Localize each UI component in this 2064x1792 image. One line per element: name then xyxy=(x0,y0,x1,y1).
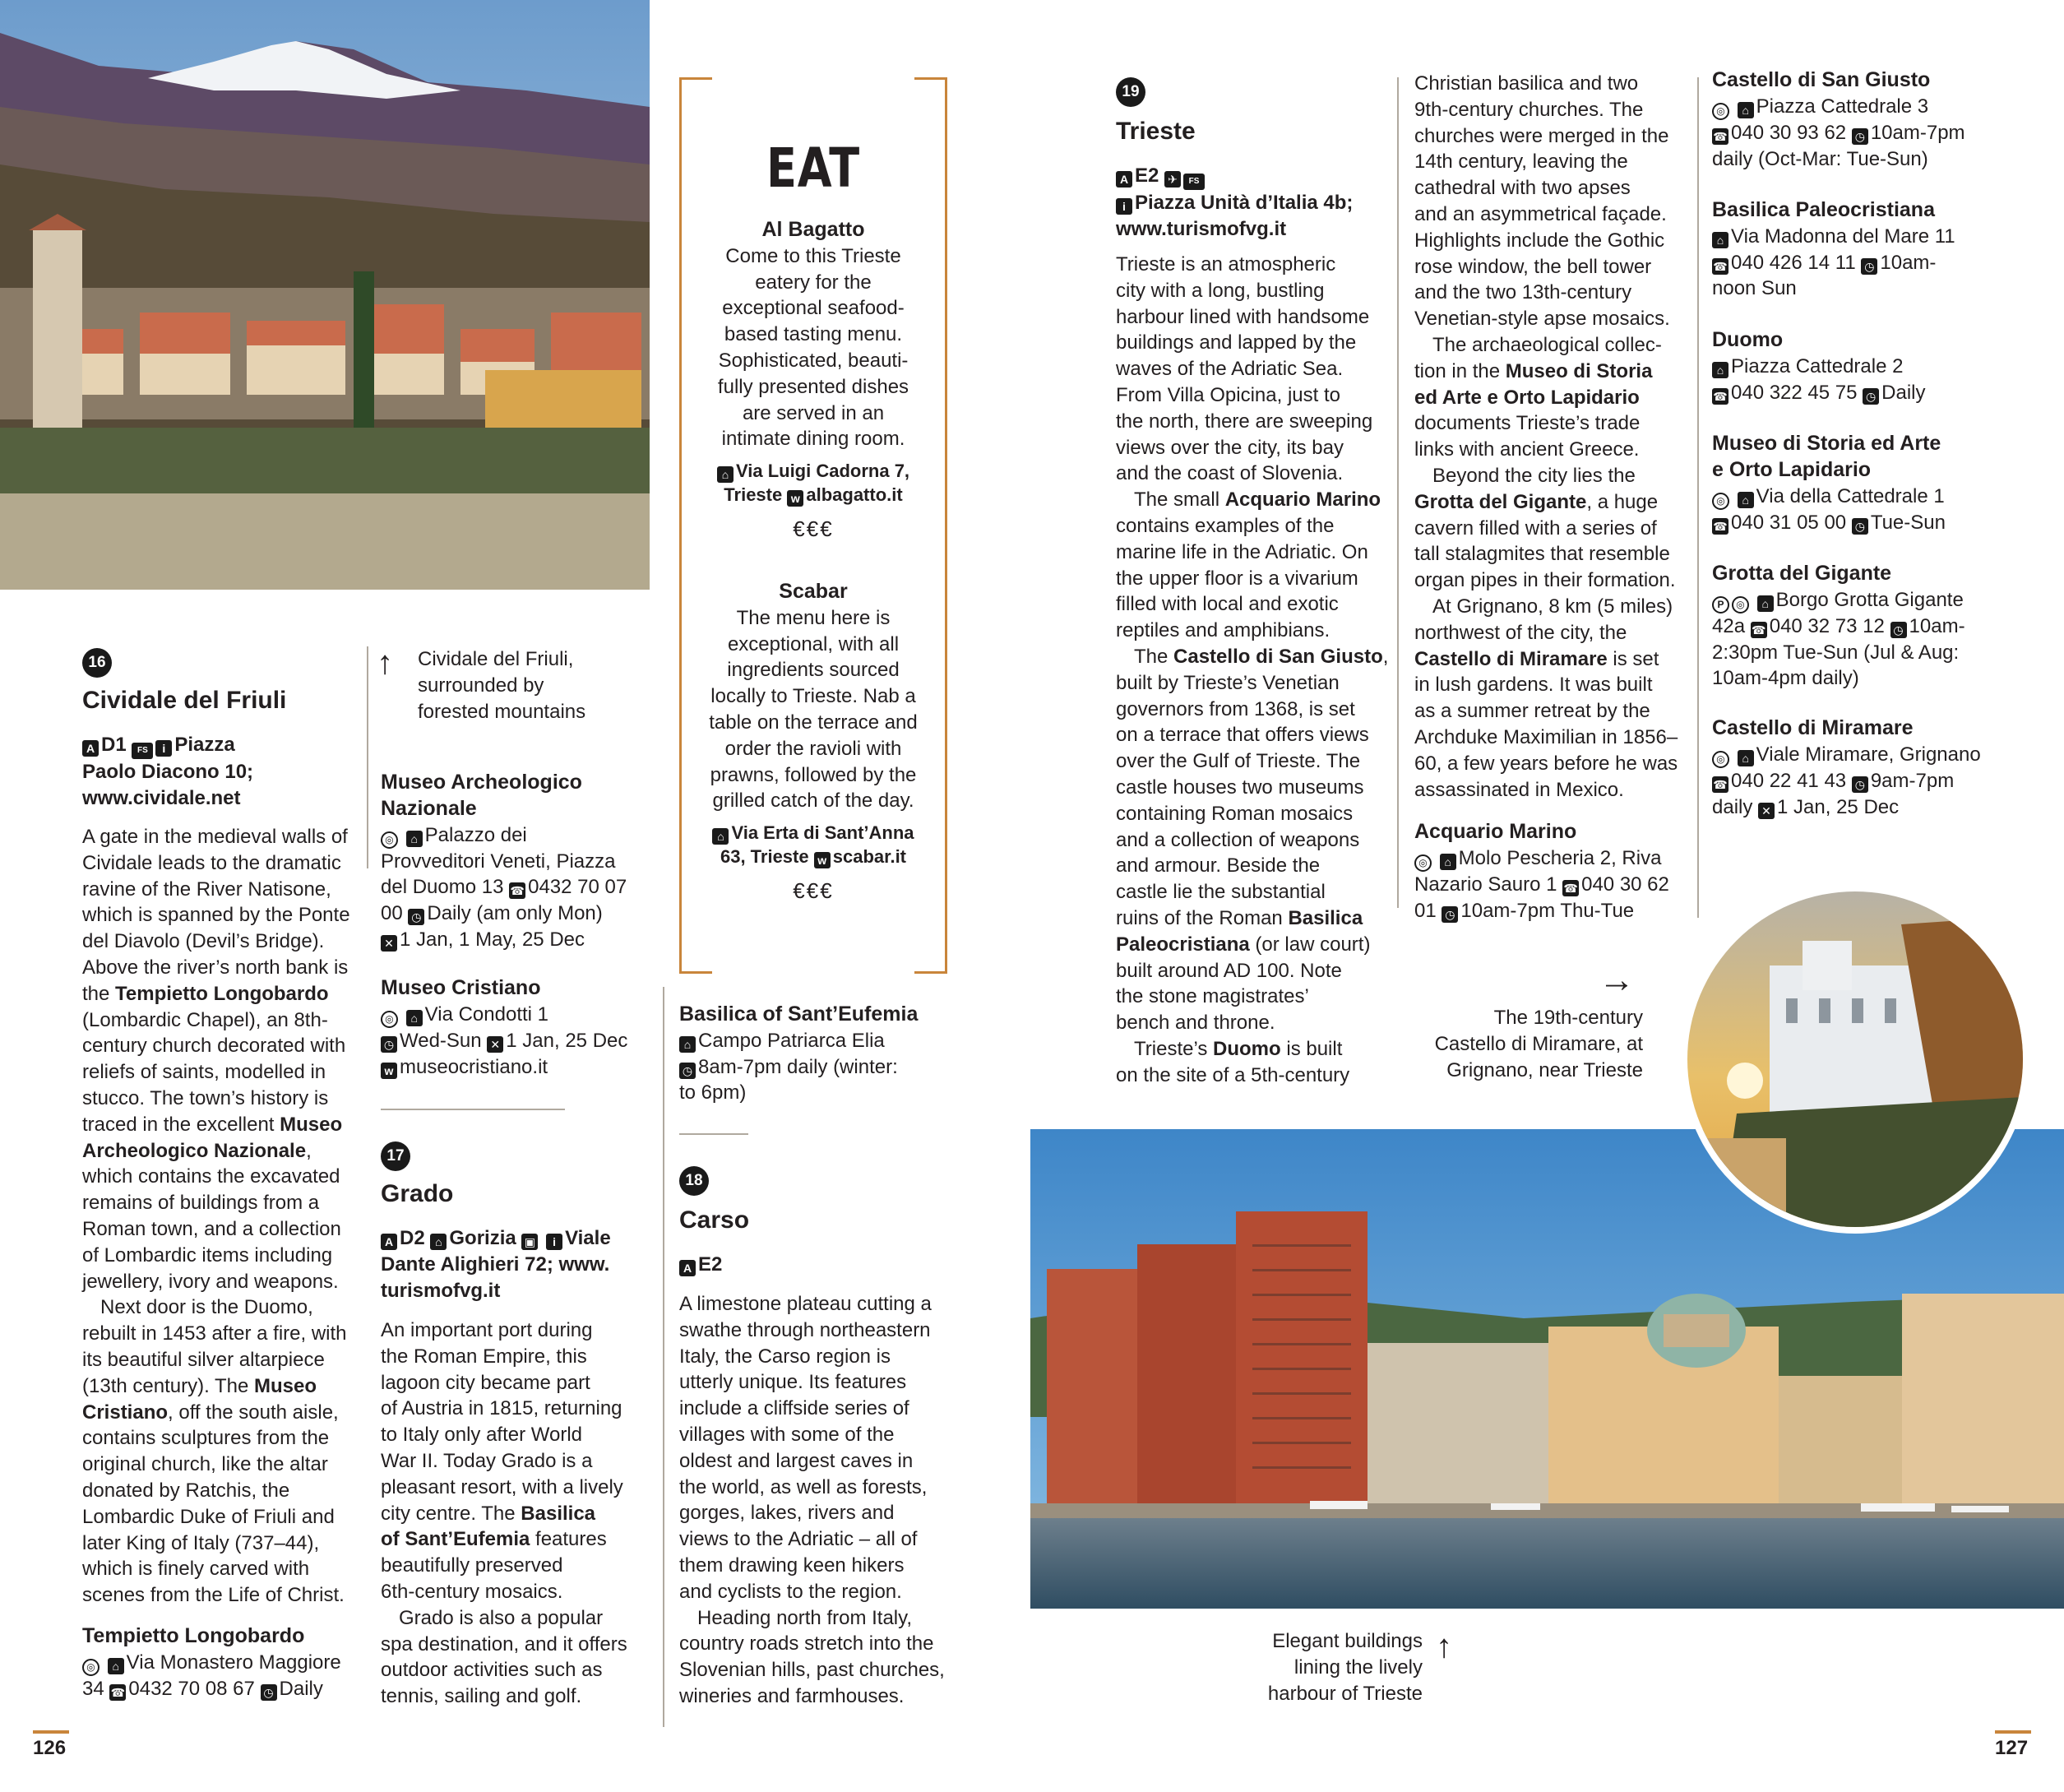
access-icon: ◎ xyxy=(381,1011,398,1028)
divider-line xyxy=(381,1109,565,1110)
section-number: 19 xyxy=(1122,83,1140,100)
up-arrow-icon: ↑ xyxy=(1436,1628,1452,1665)
info-icon: i xyxy=(1116,198,1132,215)
map-ref-icon: A xyxy=(381,1234,397,1250)
listing-museo-storia: Museo di Storia ed Arte e Orto Lapidario ◎ ⌂ Via della Cattedrale 1 ☎ 040 31 05 00 ◷ Tue-Sun xyxy=(1712,432,1946,534)
carso-body: A limestone plateau cutting a swathe through northeastern Italy, the Carso region is utterly unique. Its features include a cliffside series of villages with some of the oldest and largest caves in the world, as well as forests, gorges, lakes, rivers and views to the Adriatic – all of them drawing keen hikers and cyclists to the region. Heading north from Italy, country roads stretch into the Slovenian hills, past churches, wineries and farmhouses. xyxy=(679,1293,945,1707)
clock-icon: ◷ xyxy=(1861,258,1877,275)
trieste-body-col2: Christian basilica and two 9th-century churches. The churches were merged in the 14th century, leaving the cathedral with two apses and an asymmetrical façade. Highlights include the Gothic rose window, the bell tower and the two 13th-century Venetian-style apse mosaics. The archaeological collec- tion in the Museo di Storia ed Arte e Orto Lapidario documents Trieste’s trade links with ancient Greece. Beyond the city lies the Grotta del Gigante, a huge cavern filled with a series of tall stalagmites that resemble organ pipes in their formation. At Grignano, 8 km (5 miles) northwest of the city, the Castello di Miramare is set in lush gardens. It was built as a summer retreat by the Archduke Maximilian in 1856– 60, a few years before he was assassinated in Mexico. xyxy=(1414,72,1678,801)
section-title: Cividale del Friuli xyxy=(82,687,287,714)
train-icon: FS xyxy=(1183,174,1205,190)
address-icon: ⌂ xyxy=(712,828,729,845)
bus-icon: ▣ xyxy=(521,1234,538,1250)
address-icon: ⌂ xyxy=(1712,362,1728,378)
page-number: 127 xyxy=(1995,1737,2029,1759)
access-icon: ◎ xyxy=(1732,596,1749,614)
address-icon: ⌂ xyxy=(1738,492,1754,508)
map-ref-icon: A xyxy=(82,740,99,757)
up-arrow-icon: ↑ xyxy=(377,645,393,681)
web-icon: w xyxy=(787,490,803,507)
section-title: Trieste xyxy=(1116,118,1196,145)
cividale-caption: Cividale del Friuli, surrounded by forested mountains xyxy=(418,648,586,723)
listing-castello-san-giusto: Castello di San Giusto ◎ ⌂ Piazza Cattedrale 3 ☎ 040 30 93 62 ◷ 10am-7pm daily (Oct-Mar: Tue-Sun) xyxy=(1712,68,1965,170)
clock-icon: ◷ xyxy=(1442,906,1458,923)
section-info: A D2 ⌂ Gorizia ▣ i Viale Dante Alighieri 72; www. turismofvg.it xyxy=(381,1227,611,1302)
parking-icon: P xyxy=(1712,596,1729,614)
section-number-badge xyxy=(82,648,112,678)
info-icon: i xyxy=(155,740,172,757)
closed-icon: ✕ xyxy=(487,1036,503,1053)
plane-icon: ✈ xyxy=(1164,171,1181,188)
trieste-body-col1: Trieste is an atmospheric city with a long, bustling harbour lined with handsome buildings and lapped by the waves of the Adriatic Sea. From Villa Opicina, just to the north, there are sweeping views over the city, its bay and the coast of Slovenia. The small Acquario Marino contains examples of the marine life in the Adriatic. On the upper floor is a vivarium filled with local and exotic reptiles and amphibians. The Castello di San Giusto, built by Trieste’s Venetian governors from 1368, is set on a terrace that offers views over the Gulf of Trieste. The castle houses two museums containing Roman mosaics and a collection of weapons and armour. Beside the castle lie the substantial ruins of the Roman Basilica Paleocristiana (or law court) built around AD 100. Note the stone magistrates’ bench and throne. Trieste’s Duomo is built on the site of a 5th-century xyxy=(1116,253,1389,1086)
listing-castello-miramare: Castello di Miramare ◎ ⌂ Viale Miramare, Grignano ☎ 040 22 41 43 ◷ 9am-7pm daily ✕ 1 Jan, 25 Dec xyxy=(1712,716,1981,818)
clock-icon: ◷ xyxy=(1852,776,1868,793)
tempietto-listing: Tempietto Longobardo ◎ ⌂ Via Monastero Maggiore 34 ☎ 0432 70 08 67 ◷ Daily xyxy=(82,1624,341,1700)
section-number-badge xyxy=(381,1141,410,1171)
column-divider xyxy=(1697,77,1699,918)
museo-archeologico-listing: Museo Archeologico Nazionale ◎ ⌂ Palazzo dei Provveditori Veneti, Piazza del Duomo 13 ☎ 0432 70 07 00 ◷ Daily (am only Mon) ✕ 1 Jan, 1 May, 25 Dec xyxy=(381,771,627,951)
access-icon: ◎ xyxy=(1712,103,1729,120)
address-icon: ⌂ xyxy=(430,1234,447,1250)
trieste-caption: Elegant buildings lining the lively harbour of Trieste xyxy=(1267,1630,1423,1705)
web-icon: w xyxy=(381,1063,397,1079)
miramare-circular-photo xyxy=(1681,885,2029,1234)
restaurant-al-bagatto: Al Bagatto Come to this Trieste eatery for the exceptional seafood- based tasting menu. Sophisticated, beauti- fully presented dishes are served in an intimate dining room. ⌂ Via Luigi Cadorna 7, Trieste w albagatto.it €€€ xyxy=(679,217,947,543)
phone-icon: ☎ xyxy=(1563,881,1578,895)
clock-icon: ◷ xyxy=(1852,128,1868,145)
access-icon: ◎ xyxy=(381,831,398,849)
restaurant-scabar: Scabar The menu here is exceptional, with all ingredients sourced locally to Trieste. Nab a table on the terrace and order the ravioli with prawns, followed by the grilled catch of the day. ⌂ Via Erta di Sant’Anna 63, Trieste w scabar.it €€€ xyxy=(679,579,947,905)
clock-icon: ◷ xyxy=(1863,388,1879,405)
museo-cristiano-listing: Museo Cristiano ◎ ⌂ Via Condotti 1 ◷ Wed-Sun ✕ 1 Jan, 25 Dec w museocristiano.it xyxy=(381,976,628,1078)
section-number-badge xyxy=(1116,77,1145,107)
miramare-caption: The 19th-century Castello di Miramare, at Grignano, near Trieste xyxy=(1434,1007,1643,1081)
listing-grotta-gigante: Grotta del Gigante P ◎ ⌂ Borgo Grotta Gigante 42a ☎ 040 32 73 12 ◷ 10am- 2:30pm Tue-Sun (Jul & Aug: 10am-4pm daily) xyxy=(1712,562,1965,690)
eat-box-corner xyxy=(679,971,712,974)
clock-icon: ◷ xyxy=(408,909,424,925)
train-icon: FS xyxy=(132,743,153,759)
address-icon: ⌂ xyxy=(108,1658,124,1674)
section-info: A E2 ✈ FS i Piazza Unità d’Italia 4b; www.turismofvg.it xyxy=(1116,164,1354,240)
section-number: 18 xyxy=(685,1172,703,1189)
section-info: A D1 FS i Piazza Paolo Diacono 10; www.cividale.net xyxy=(82,734,254,809)
phone-icon: ☎ xyxy=(1713,129,1728,143)
address-icon: ⌂ xyxy=(1738,750,1754,766)
address-icon: ⌂ xyxy=(1712,232,1728,248)
access-icon: ◎ xyxy=(1414,854,1432,872)
address-icon: ⌂ xyxy=(406,1010,423,1026)
access-icon: ◎ xyxy=(1712,493,1729,510)
clock-icon: ◷ xyxy=(381,1036,397,1053)
column-divider xyxy=(367,646,368,868)
section-info: A E2 xyxy=(679,1252,722,1278)
access-icon: ◎ xyxy=(1712,751,1729,768)
section-title: Carso xyxy=(679,1206,750,1234)
access-icon: ◎ xyxy=(82,1659,99,1676)
address-icon: ⌂ xyxy=(679,1036,696,1053)
basilica-eufemia-listing: Basilica of Sant’Eufemia ⌂ Campo Patriarca Elia ◷ 8am-7pm daily (winter: to 6pm) xyxy=(679,1003,919,1104)
acquario-marino-listing: Acquario Marino ◎ ⌂ Molo Pescheria 2, Riva Nazario Sauro 1 ☎ 040 30 62 01 ◷ 10am-7pm Thu-Tue xyxy=(1414,820,1669,922)
column-divider xyxy=(663,987,664,1727)
eat-title: EAT xyxy=(766,137,861,200)
price-rating: €€€ xyxy=(793,516,834,542)
address-icon: ⌂ xyxy=(1757,595,1774,612)
page-number: 126 xyxy=(33,1737,67,1759)
right-arrow-icon: → xyxy=(1599,960,1635,1000)
web-icon: w xyxy=(814,852,831,868)
eat-box-corner xyxy=(914,971,947,974)
closed-icon: ✕ xyxy=(1758,803,1775,819)
phone-icon: ☎ xyxy=(1751,623,1766,637)
phone-icon: ☎ xyxy=(1713,389,1728,403)
eat-box-corner xyxy=(679,77,712,80)
cividale-body: A gate in the medieval walls of Cividale leads to the dramatic ravine of the River Natisone, which is spanned by the Ponte del Diavolo (Devil’s Bridge). Above the river’s north bank is the Tempietto Longobardo (Lombardic Chapel), an 8th- century church decorated with reliefs of saints, modelled in stucco. The town’s history is traced in the excellent Museo Archeologico Nazionale, which contains the excavated remains of buildings from a Roman town, and a collection of Lombardic items including jewellery, ivory and weapons. Next door is the Duomo, rebuilt in 1453 after a fire, with its beautiful silver altarpiece (13th century). The Museo Cristiano, off the south aisle, contains sculptures from the original church, like the altar donated by Ratchis, the Lombardic Duke of Friuli and later King of Italy (737–44), which is finely carved with scenes from the Life of Christ. xyxy=(82,826,350,1607)
address-icon: ⌂ xyxy=(1440,854,1456,870)
closed-icon: ✕ xyxy=(381,935,397,952)
phone-icon: ☎ xyxy=(510,884,525,898)
price-rating: €€€ xyxy=(793,878,834,904)
info-icon: i xyxy=(546,1234,562,1250)
section-number: 16 xyxy=(88,654,106,671)
listing-basilica-paleocristiana: Basilica Paleocristiana ⌂ Via Madonna del Mare 11 ☎ 040 426 14 11 ◷ 10am- noon Sun xyxy=(1712,198,1955,300)
page-number-rule xyxy=(33,1730,69,1734)
eat-box-corner xyxy=(914,77,947,80)
map-ref-icon: A xyxy=(679,1260,696,1276)
address-icon: ⌂ xyxy=(1738,102,1754,118)
listing-duomo: Duomo ⌂ Piazza Cattedrale 2 ☎ 040 322 45 75 ◷ Daily xyxy=(1712,328,1926,404)
grado-body: An important port during the Roman Empire, this lagoon city became part of Austria in 1815, returning to Italy only after World War II. Today Grado is a pleasant resort, with a lively city centre. The Basilica of Sant’Eufemia features beautifully preserved 6th-century mosaics. Grado is also a popular spa destination, and it offers outdoor activities such as tennis, sailing and golf. xyxy=(381,1319,627,1708)
divider-line xyxy=(679,1133,748,1135)
column-divider xyxy=(1397,77,1399,908)
address-icon: ⌂ xyxy=(406,831,423,847)
section-number-badge xyxy=(679,1166,709,1196)
eat-box xyxy=(679,77,947,974)
section-title: Grado xyxy=(381,1180,454,1207)
section-number: 17 xyxy=(386,1147,405,1165)
phone-icon: ☎ xyxy=(1713,259,1728,273)
page-number-rule xyxy=(1995,1730,2031,1734)
phone-icon: ☎ xyxy=(110,1685,126,1699)
cividale-photo xyxy=(0,0,650,590)
map-ref-icon: A xyxy=(1116,171,1132,188)
clock-icon: ◷ xyxy=(1852,518,1868,535)
phone-icon: ☎ xyxy=(1713,519,1728,533)
clock-icon: ◷ xyxy=(261,1684,277,1701)
clock-icon: ◷ xyxy=(679,1063,696,1079)
address-icon: ⌂ xyxy=(717,466,734,483)
clock-icon: ◷ xyxy=(1890,622,1907,638)
phone-icon: ☎ xyxy=(1713,777,1728,791)
